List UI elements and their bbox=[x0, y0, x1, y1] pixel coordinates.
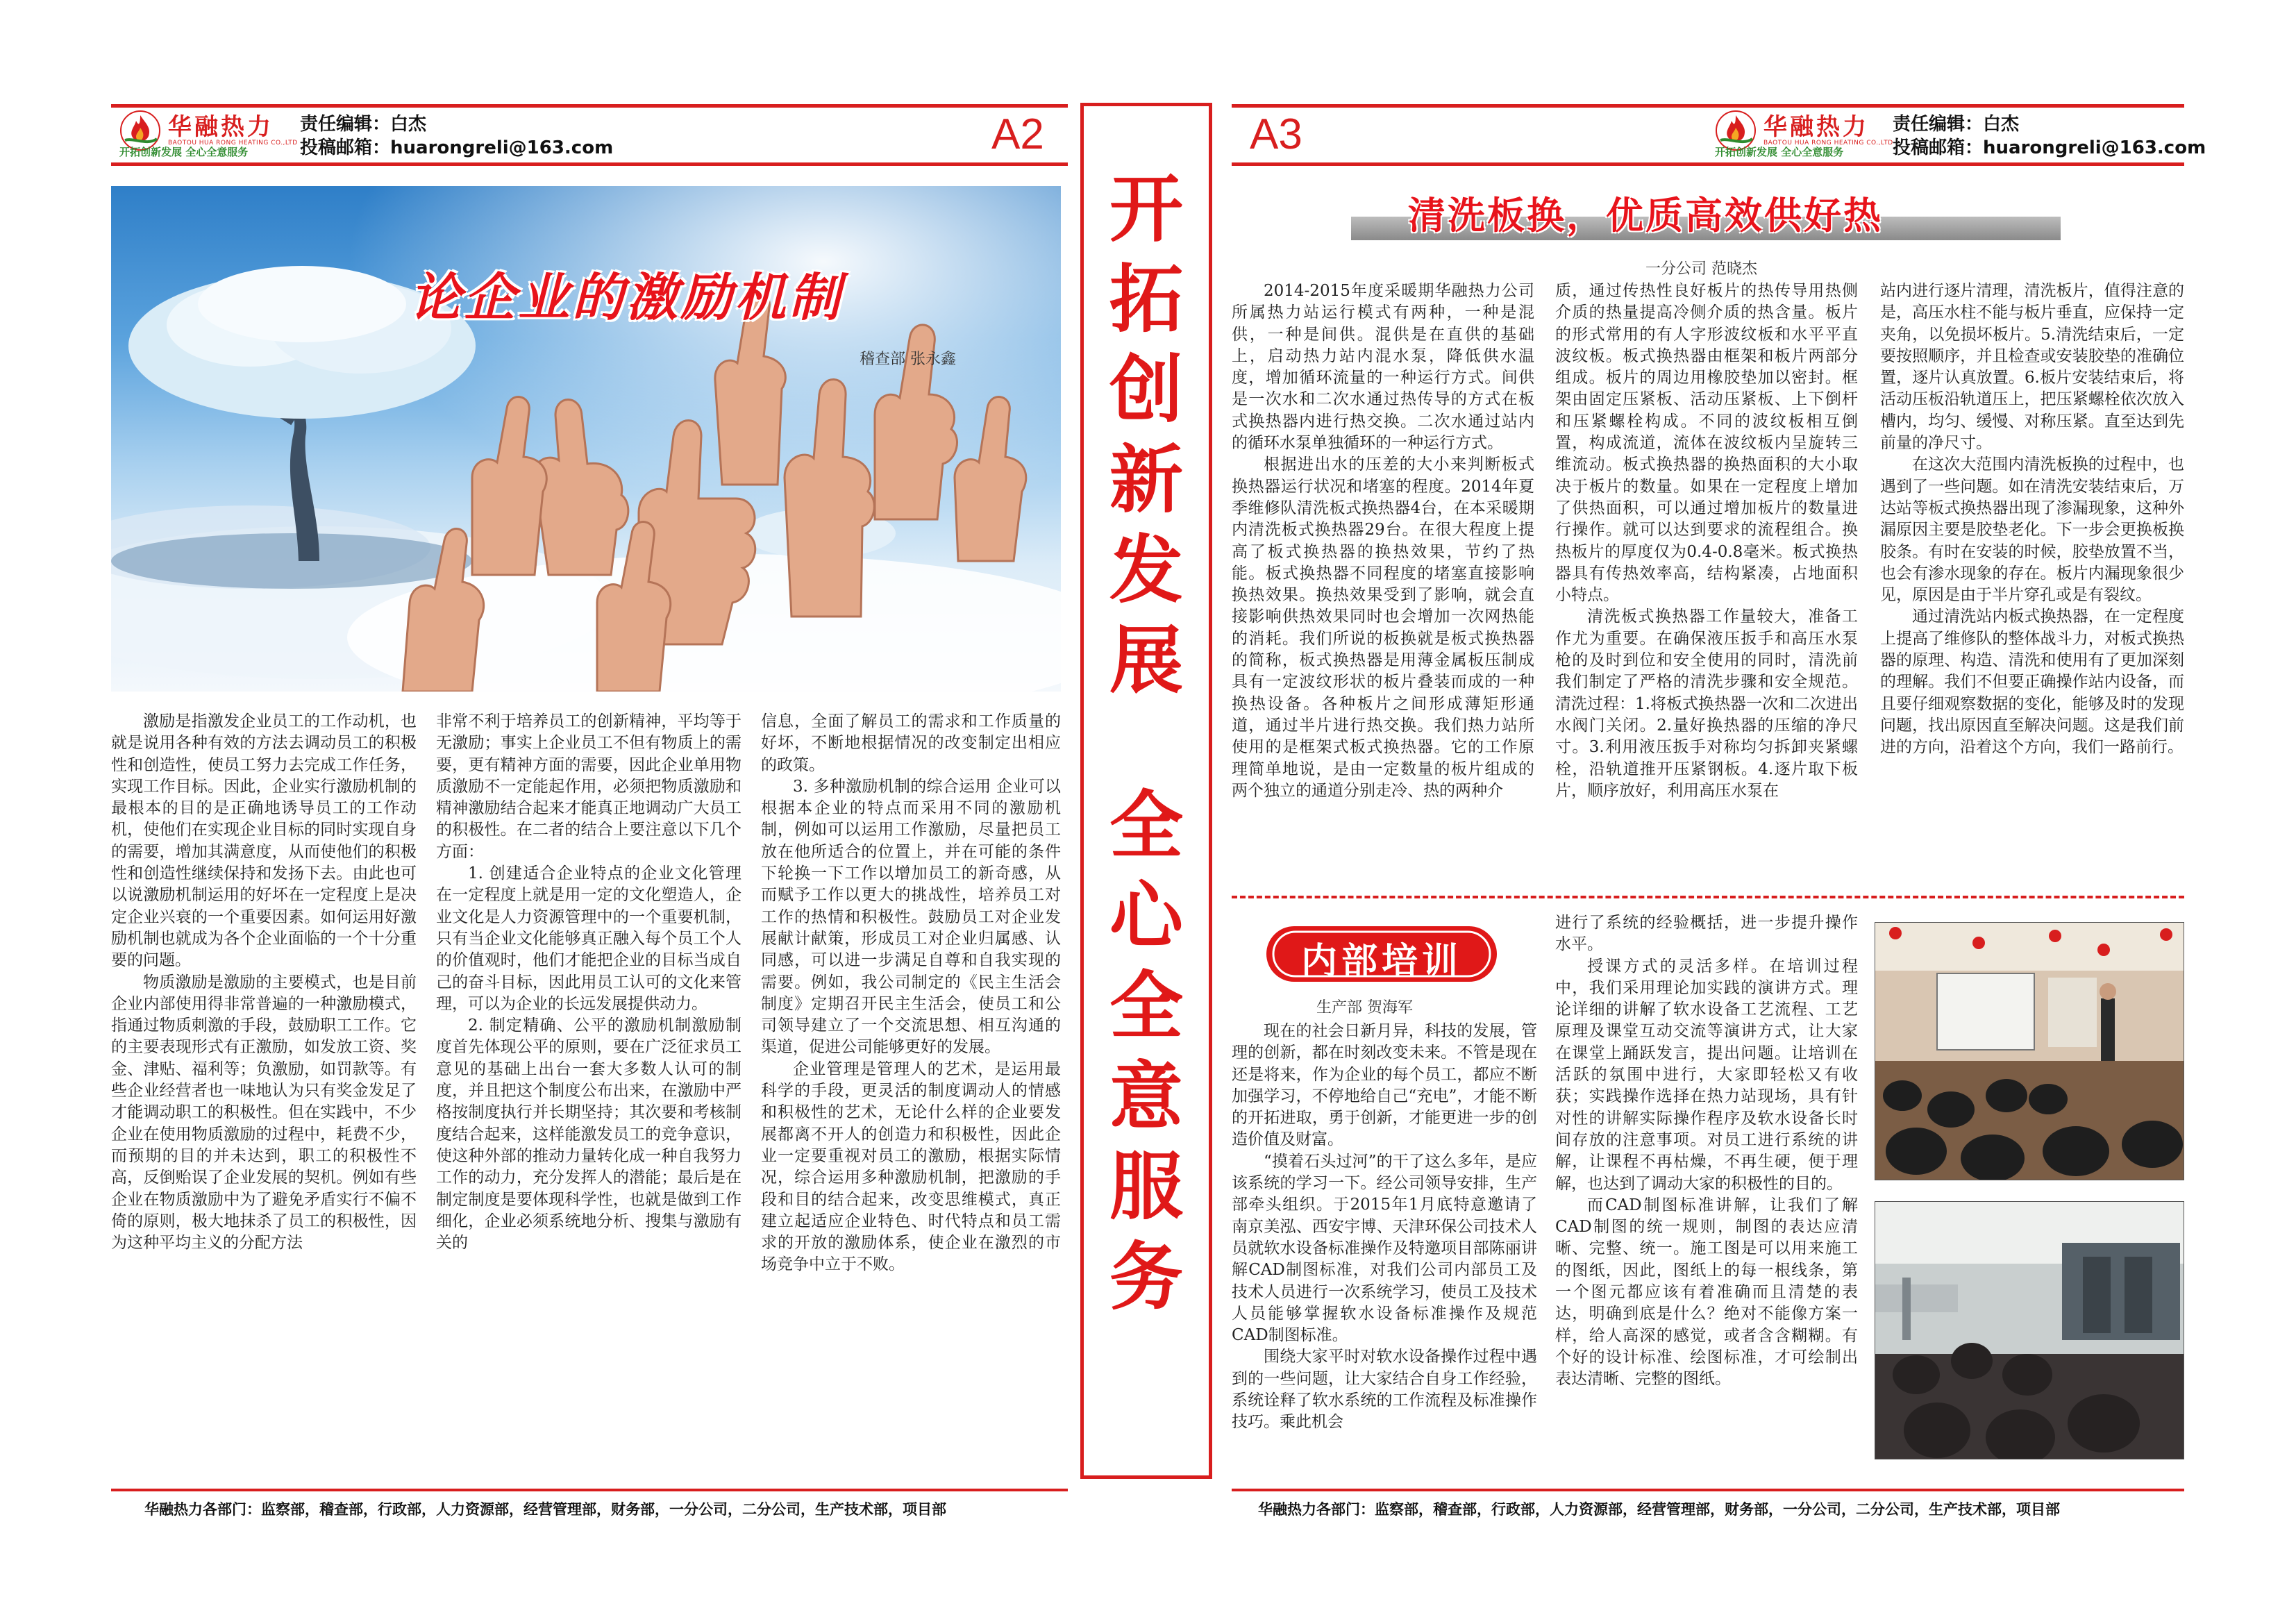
paragraph: 进行了系统的经验概括，进一步提升操作水平。 bbox=[1555, 914, 1858, 954]
article-column-1 bbox=[111, 711, 417, 1254]
paragraph: 3. 多种激励机制的综合运用 企业可以根据本企业的特点而采用不同的激励机制，例如可以运用工作激励，尽量把员工放在他所适合的位置上，并在可能的条件下轮换一下工作以增加员工的新奇感，从而赋予工作以更大的挑战性，培养员工对工作的热情和积极性。鼓励员工对企业发展献计献策，形成员工对企业归属感、认同感，可以进一步满足自尊和自我实现的需要。例如，我公司制定的《民主生活会制度》定期召开民主生活会，使员工和公司领导建立了一个交流思想、相互沟通的渠道，促进公司能够更好的发展。 bbox=[761, 777, 1061, 1057]
banner-char: 创 bbox=[1109, 346, 1183, 433]
article-byline: 一分公司 范晓杰 bbox=[1645, 260, 1757, 278]
banner-char: 全 bbox=[1109, 782, 1183, 869]
header-rule-top bbox=[111, 104, 1068, 108]
editor-line: 责任编辑：白杰 bbox=[1893, 114, 2020, 135]
header-rule-bottom bbox=[1232, 162, 2184, 166]
banner-char: 新 bbox=[1109, 436, 1183, 523]
email-line: 投稿邮箱：huarongreli@163.com bbox=[300, 137, 614, 158]
header-rule-bottom bbox=[111, 162, 1068, 166]
logo-english-name: BAOTOU HUA RONG HEATING CO.,LTD bbox=[1763, 140, 1893, 147]
logo-english-name: BAOTOU HUA RONG HEATING CO.,LTD bbox=[168, 140, 298, 147]
logo-slogan: 开拓创新发展 全心全意服务 bbox=[119, 146, 249, 158]
paragraph: 而CAD制图标准讲解，让我们了解CAD制图的统一规则，制图的表达应清晰、完整、统一。施工图是可以用来施工的图纸，因此，图纸上的每一根线条，第一个图元都应该有着准确而且清楚的表达，明确到底是什么？绝对不能像方案一样，给人高深的感觉，或者含含糊糊。有个好的设计标准、绘图标准，才可绘制出表达清晰、完整的图纸。 bbox=[1555, 1196, 1858, 1389]
center-banner-text bbox=[1098, 164, 1195, 1322]
footer-departments: 华融热力各部门：监察部，稽查部，行政部，人力资源部，经营管理部，财务部，一分公司，二分公司，生产技术部，项目部 bbox=[144, 1501, 946, 1518]
article-column-2 bbox=[1555, 281, 1858, 802]
hero-image bbox=[111, 186, 1061, 692]
article-column-2 bbox=[436, 711, 741, 1254]
paragraph: “摸着石头过河”的干了这么多年，是应该系统的学习一下。经公司领导安排，生产部牵头组织。于2015年1月底特意邀请了南京美泓、西安宇博、天津环保公司技术人员就软水设备标准操作及特邀项目部陈丽讲解CAD制图标准，对我们公司内部员工及技术人员进行一次系统学习，使员工及技术人员能够掌握软水设备标准操作及规范CAD制图标准。 bbox=[1232, 1152, 1537, 1345]
paragraph: 站内进行逐片清理，清洗板片，值得注意的是，高压水柱不能与板片垂直，应保持一定夹角，以免损坏板片。5.清洗结束后，一定要按照顺序，并且检查或安装胶垫的准确位置，逐片认真放置。6.板片安装结束后，将活动压板沿轨道压上，把压紧螺栓依次放入槽内，均匀、缓慢、对称压紧。直至达到先前量的净尺寸。 bbox=[1880, 282, 2184, 453]
email-line: 投稿邮箱：huarongreli@163.com bbox=[1893, 137, 2206, 158]
article-column-1 bbox=[1232, 1021, 1537, 1434]
training-photo-classroom bbox=[1875, 922, 2184, 1180]
article-column-2 bbox=[1555, 912, 1858, 1391]
paragraph: 1. 创建适合企业特点的企业文化管理在一定程度上就是用一定的文化塑造人，企业文化是人力资源管理中的一个重要机制，只有当企业文化能够真正融入每个员工个人的价值观时，他们才能把企业的目标当成自己的奋斗目标，因此用员工认可的文化来管理，可以为企业的长远发展提供动力。 bbox=[436, 864, 741, 1013]
paragraph: 授课方式的灵活多样。在培训过程中，我们采用理论加实践的演讲方式。理论详细的讲解了软水设备工艺流程、工艺原理及课堂互动交流等演讲方式，让大家在课堂上踊跃发言，提出问题。让培训在活跃的氛围中进行，大家即轻松又有收获；实践操作选择在热力站现场，具有针对性的讲解实际操作程序及软水设备长时间存放的注意事项。对员工进行系统的讲解，让课程不再枯燥，不再生硬，便于理解，也达到了调动大家的积极性的目的。 bbox=[1555, 957, 1858, 1193]
paragraph: 质，通过传热性良好板片的热传导用热侧介质的热量提高冷侧介质的热含量。板片的形式常用的有人字形波纹板和水平平直波纹板。板式换热器由框架和板片两部分组成。板片的周边用橡胶垫加以密封。框架由固定压紧板、活动压紧板、上下倒杆和压紧螺栓构成。不同的波纹板相互倒置，构成流道，流体在波纹板内呈旋转三维流动。板式换热器的换热面积的大小取决于板片的数量。如果在一定程度上增加了供热面积，可以通过增加板片的数量进行操作。就可以达到要求的流程组合。换热板片的厚度仅为0.4-0.8毫米。板式换热器具有传热效率高，结构紧凑，占地面积小特点。 bbox=[1555, 282, 1858, 605]
section-divider bbox=[1232, 896, 2184, 898]
paragraph: 物质激励是激励的主要模式，也是目前企业内部使用得非常普遍的一种激励模式，指通过物质刺激的手段，鼓励职工工作。它的主要表现形式有正激励，如发放工资、奖金、津贴、福利等；负激励，如罚款等。有些企业经营者也一味地认为只有奖金发足了才能调动职工的积极性。但在实践中，不少企业在使用物质激励的过程中，耗费不少，而预期的目的并未达到，职工的积极性不高，反倒贻误了企业发展的契机。例如有些企业在物质激励中为了避免矛盾实行不偏不倚的原则，极大地抹杀了员工的积极性，因为这种平均主义的分配方法 bbox=[111, 973, 417, 1253]
paragraph: 根据进出水的压差的大小来判断板式换热器运行状况和堵塞的程度。2014年夏季维修队清洗板式换热器4台，在本采暖期内清洗板式换热器29台。在很大程度上提高了板式换热器的换热效果，节约了热能。板式换热器不同程度的堵塞直接影响换热效果。换热效果受到了影响，就会直接影响供热效果同时也会增加一次网热能的消耗。我们所说的板换就是板式换热器的简称，板式换热器是用薄金属板压制成具有一定波纹形状的板片叠装而成的一种换热设备。各种板片之间形成薄矩形通道，通过半片进行热交换。我们热力站所使用的是框架式板式换热器。它的工作原理简单地说，是由一定数量的板片组成的两个独立的通道分别走冷、热的两种介 bbox=[1232, 455, 1534, 800]
header-rule-top bbox=[1232, 104, 2184, 108]
paragraph: 信息，全面了解员工的需求和工作质量的好坏，不断地根据情况的改变制定出相应的政策。 bbox=[761, 712, 1061, 774]
page-number: A3 bbox=[1250, 110, 1302, 158]
banner-char: 拓 bbox=[1109, 256, 1183, 342]
banner-char: 展 bbox=[1109, 617, 1183, 703]
paragraph: 围绕大家平时对软水设备操作过程中遇到的一些问题，让大家结合自身工作经验，系统诠释了软水系统的工作流程及标准操作技巧。乘此机会 bbox=[1232, 1348, 1537, 1432]
article-column-3 bbox=[761, 711, 1061, 1276]
editor-line: 责任编辑：白杰 bbox=[300, 114, 427, 135]
banner-char: 服 bbox=[1109, 1143, 1183, 1230]
footer-departments: 华融热力各部门：监察部，稽查部，行政部，人力资源部，经营管理部，财务部，一分公司，二分公司，生产技术部，项目部 bbox=[1258, 1501, 2060, 1518]
article-byline: 稽查部 张永鑫 bbox=[860, 351, 956, 368]
banner-char: 发 bbox=[1109, 526, 1183, 613]
paragraph: 企业管理是管理人的艺术，是运用最科学的手段，更灵活的制度调动人的情感和积极性的艺术，无论什么样的企业要发展都离不开人的创造力和积极性，因此企业一定要重视对员工的激励，根据实际情况，综合运用多种激励机制，把激励的手段和目的结合起来，改变思维模式，真正建立起适应企业特色、时代特点和员工需求的开放的激励体系，使企业在激烈的市场竞争中立于不败。 bbox=[761, 1060, 1061, 1274]
footer-rule bbox=[1232, 1489, 2184, 1491]
paragraph: 非常不利于培养员工的创新精神，平均等于无激励；事实上企业员工不但有物质上的需要，更有精神方面的需要，因此企业单用物质激励不一定能起作用，必须把物质激励和精神激励结合起来才能真正地调动广大员工的积极性。在二者的结合上要注意以下几个方面： bbox=[436, 712, 741, 861]
paragraph: 清洗板式换热器工作量较大，准备工作尤为重要。在确保液压扳手和高压水泵枪的及时到位和安全使用的同时，清洗前我们制定了严格的清洗步骤和安全规范。清洗过程：1.将板式换热器一次和二次进出水阀门关闭。2.量好换热器的压缩的净尺寸。3.利用液压扳手对称均匀拆卸夹紧螺栓，沿轨道推开压紧钢板。4.逐片取下板片，顺序放好，利用高压水泵在 bbox=[1555, 608, 1858, 800]
paragraph: 2014-2015年度采暖期华融热力公司所属热力站运行模式有两种，一种是混供，一种是间供。混供是在直供的基础上，启动热力站内混水泵，降低供水温度，增加循环流量的一种运行方式。间供是一次水和二次水通过热传导的方式在板式换热器内进行热交换。二次水通过站内的循环水泵单独循环的一种运行方式。 bbox=[1232, 282, 1534, 453]
paragraph: 现在的社会日新月异，科技的发展，管理的创新，都在时刻改变未来。不管是现在还是将来，作为企业的每个员工，都应不断加强学习，不停地给自己“充电”，才能不断的开拓进取，勇于创新，才能更进一步的创造价值及财富。 bbox=[1232, 1022, 1537, 1149]
banner-char: 开 bbox=[1109, 165, 1183, 252]
paragraph: 2. 制定精确、公平的激励机制激励制度首先体现公平的原则，要在广泛征求员工意见的基础上出台一套大多数人认可的制度，并且把这个制度公布出来，在激励中严格按制度执行并长期坚持；其次要和考核制度结合起来，这样能激发员工的竞争意识，使这种外部的推动力量转化成一种自我努力工作的动力，充分发挥人的潜能；最后是在制定制度是要体现科学性，也就是做到工作细化，企业必须系统地分析、搜集与激励有关的 bbox=[436, 1016, 741, 1253]
paragraph: 在这次大范围内清洗板换的过程中，也遇到了一些问题。如在清洗安装结束后，万达站等板式换热器出现了渗漏现象，这种外漏原因主要是胶垫老化。下一步会更换板换胶条。有时在安装的时候，胶垫放置不当，也会有渗水现象的存在。板片内漏现象很少见，原因是由于半片穿孔或是有裂纹。 bbox=[1880, 455, 2184, 605]
banner-char: 全 bbox=[1109, 962, 1183, 1049]
article-column-3 bbox=[1880, 281, 2184, 759]
banner-char: 意 bbox=[1109, 1053, 1183, 1139]
footer-rule bbox=[111, 1489, 1068, 1491]
logo-slogan: 开拓创新发展 全心全意服务 bbox=[1715, 146, 1844, 158]
banner-char: 务 bbox=[1109, 1233, 1183, 1320]
paragraph: 通过清洗站内板式换热器，在一定程度上提高了维修队的整体战斗力，对板式换热器的原理、构造、清洗和使用有了更加深刻的理解。我们不但要正确操作站内设备，而且要仔细观察数据的变化，能够及时的发现问题，找出原因直至解决问题。这是我们前进的方向，沿着这个方向，我们一路前行。 bbox=[1880, 608, 2184, 757]
section-heading-badge bbox=[1262, 922, 1501, 986]
training-photo-onsite bbox=[1875, 1201, 2184, 1459]
article-title: 内部培训 bbox=[1300, 941, 1462, 982]
paragraph: 激励是指激发企业员工的工作动机，也就是说用各种有效的方法去调动员工的积极性和创造性，使员工努力去完成工作任务，实现工作目标。因此，企业实行激励机制的最根本的目的是正确地诱导员工的工作动机，使他们在实现企业目标的同时实现自身的需要，增加其满意度，从而使他们的积极性和创造性继续保持和发扬下去。由此也可以说激励机制运用的好坏在一定程度上是决定企业兴衰的一个重要因素。如何运用好激励机制也就成为各个企业面临的一个十分重要的问题。 bbox=[111, 712, 417, 970]
logo-name: 华融热力 bbox=[168, 113, 274, 141]
article-title: 论企业的激励机制 bbox=[410, 268, 843, 328]
page-number: A2 bbox=[991, 110, 1044, 158]
article-column-1 bbox=[1232, 281, 1534, 802]
article-byline: 生产部 贺海军 bbox=[1316, 999, 1413, 1016]
logo-name: 华融热力 bbox=[1763, 113, 1869, 141]
banner-char: 心 bbox=[1109, 872, 1183, 959]
article-title: 清洗板换，优质高效供好热 bbox=[1408, 194, 1883, 237]
